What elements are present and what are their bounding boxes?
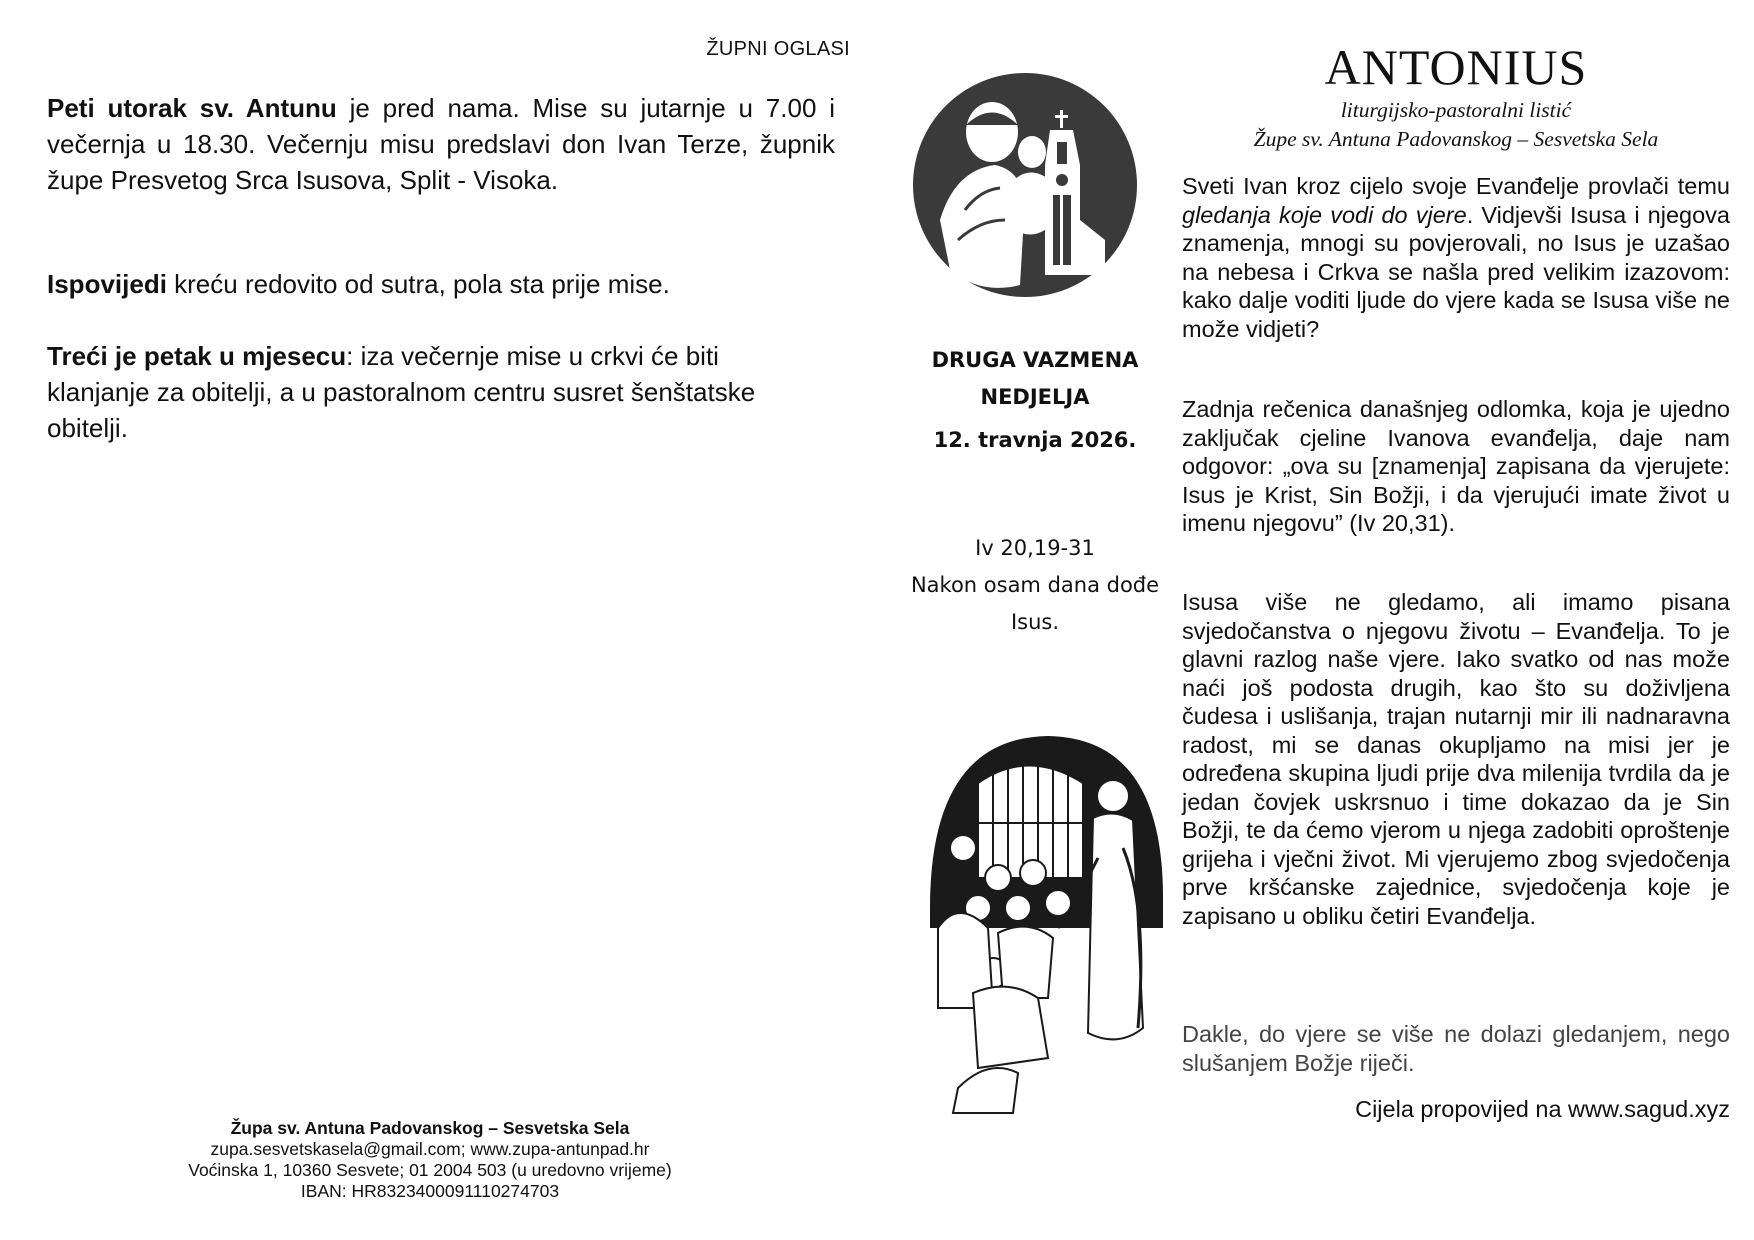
bulletin-parish: Župe sv. Antuna Padovanskog – Sesvetska Sela bbox=[1253, 127, 1659, 151]
announcement-3-text: : iza večernje mise u crkvi će biti klanjanje za obitelji, a u pastoralnom centru susret šenštatske obitelji. bbox=[47, 341, 756, 443]
announcement-3-bold: Treći je petak u mjesecu bbox=[47, 341, 347, 371]
sunday-date: 12. travnja 2026. bbox=[933, 428, 1137, 452]
bulletin-subtitle: liturgijsko-pastoralni listić bbox=[1340, 98, 1572, 122]
sunday-name: DRUGA VAZMENA NEDJELJA bbox=[931, 348, 1139, 409]
gospel-reference: Iv 20,19-31 bbox=[975, 536, 1095, 560]
footer-parish-name: Župa sv. Antuna Padovanskog – Sesvetska Sela bbox=[230, 1118, 630, 1138]
bulletin-title: ANTONIUS bbox=[1324, 39, 1588, 95]
jesus-and-disciples-illustration bbox=[918, 728, 1172, 1123]
announcement-2 bbox=[47, 266, 835, 302]
parish-footer bbox=[100, 1118, 760, 1202]
gospel-title: Nakon osam dana dođe Isus. bbox=[910, 573, 1160, 634]
left-page-header: ŽUPNI OGLASI bbox=[706, 38, 850, 60]
homily-p1-start: Sveti Ivan kroz cijelo svoje Evanđelje provlači temu bbox=[1182, 173, 1730, 199]
saint-anthony-logo bbox=[910, 70, 1140, 300]
announcement-1-text: je pred nama. Mise su jutarnje u 7.00 i večernja u 18.30. Večernju misu predslavi don Ivan Terze, župnik župe Presvetog Srca Isusova, Split - Visoka. bbox=[47, 93, 835, 195]
homily-p1-end: . Vidjevši Isusa i njegova znamenja, mnogi su povjerovali, no Isus je uzašao na nebesa i Crkva se našla pred velikim izazovom: kako dalje voditi ljude do vjere kada se Isusa više ne može vidjeti? bbox=[1182, 201, 1730, 342]
masthead bbox=[1180, 38, 1732, 154]
homily-paragraph-2: Zadnja rečenica današnjeg odlomka, koja je ujedno zaključak cjeline Ivanova evanđelja, daje nam odgovor: „ova su [znamenja] zapisana da vjerujete: Isus je Krist, Sin Božji, i da vjerujući imate život u imenu njegovu” (Iv 20,31). bbox=[1182, 396, 1730, 536]
footer-iban: IBAN: HR8323400091110274703 bbox=[300, 1181, 560, 1201]
announcement-2-bold: Ispovijedi bbox=[47, 269, 167, 299]
homily-conclusion: Dakle, do vjere se više ne dolazi gledanjem, nego slušanjem Božje riječi. bbox=[1182, 1021, 1730, 1076]
homily-paragraph-1 bbox=[1182, 172, 1730, 343]
footer-address: Voćinska 1, 10360 Sesvete; 01 2004 503 (u uredovno vrijeme) bbox=[188, 1160, 672, 1180]
homily-link: Cijela propovijed na www.sagud.xyz bbox=[1355, 1096, 1730, 1122]
homily-p1-italic: gledanja koje vodi do vjere bbox=[1182, 201, 1467, 228]
footer-contact: zupa.sesvetskasela@gmail.com; www.zupa-antunpad.hr bbox=[210, 1139, 650, 1159]
announcement-1 bbox=[47, 90, 835, 198]
homily-paragraph-3: Isusa više ne gledamo, ali imamo pisana svjedočanstva o njegovu životu – Evanđelja. To je glavni razlog naše vjere. Iako svatko od nas može naći još podosta drugih, kao što su doživljena čudesa i uslišanja, trajan nutarnji mir ili nadnaravna radost, mi se danas okupljamo na misi jer je određena skupina ljudi prije dva milenija tvrdila da je jedan čovjek uskrsnuo i time dokazao da je Sin Božji, te da ćemo vjerom u njega zadobiti oproštenje grijeha i vječni život. Mi vjerujemo zbog svjedočenja prve kršćanske zajednice, svjedočenja koje je zapisano u obliku četiri Evanđelja. bbox=[1182, 589, 1730, 929]
announcement-2-text: kreću redovito od sutra, pola sta prije mise. bbox=[166, 269, 670, 299]
announcement-1-bold: Peti utorak sv. Antunu bbox=[47, 93, 337, 123]
announcement-3 bbox=[47, 338, 807, 446]
